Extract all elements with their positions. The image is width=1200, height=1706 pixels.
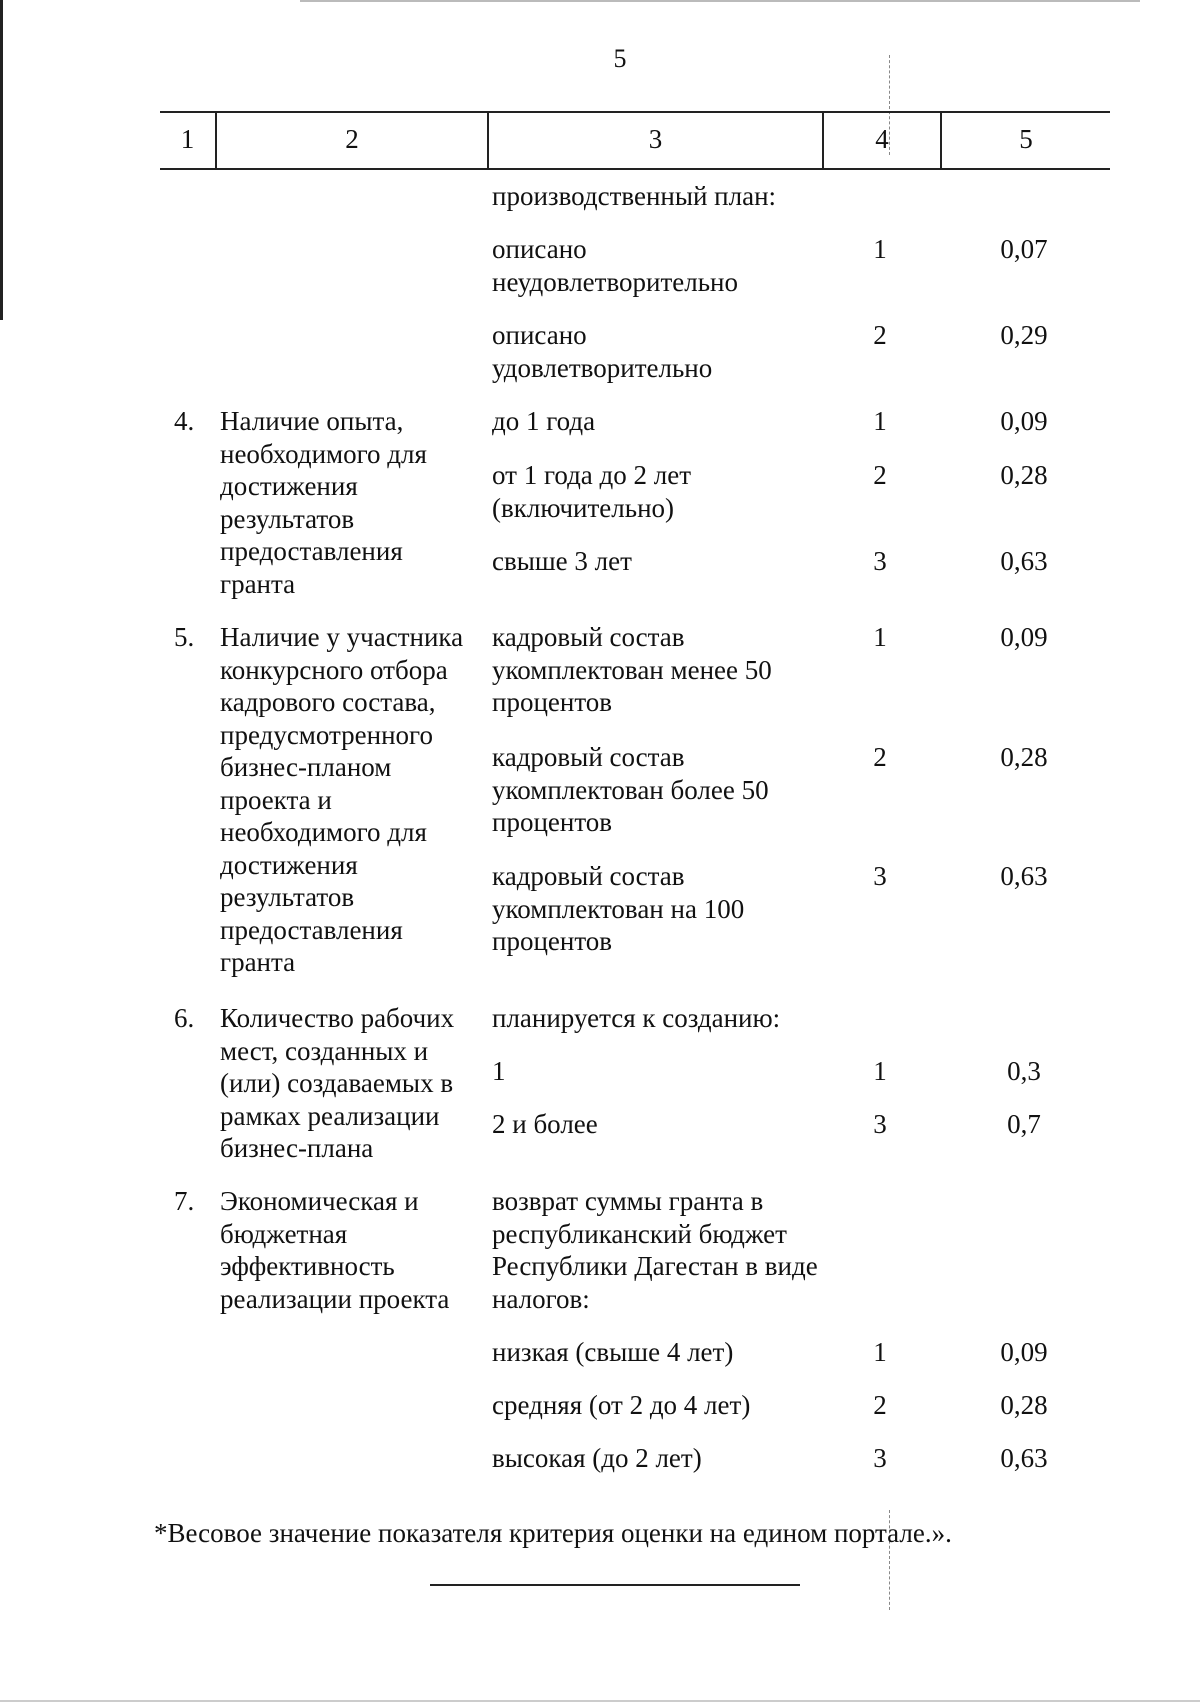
option-weight: 0,28 [1000, 460, 1048, 490]
scan-edge-bottom [0, 1700, 1200, 1702]
page-number: 5 [613, 44, 627, 73]
option-text: кадровый состав укомплектован менее 50 процентов [492, 622, 772, 717]
row-number: 6. [174, 1003, 195, 1033]
table-header-col-4: 4 [875, 124, 889, 154]
option-text: 1 [492, 1056, 506, 1086]
option-weight: 0,09 [1000, 622, 1048, 652]
table-header-col-3: 3 [648, 124, 663, 154]
table-header-col-1: 1 [180, 124, 195, 154]
option-text: описано неудовлетворительно [492, 234, 738, 297]
criterion-name: Количество рабочих мест, созданных и (или) создаваемых в рамках реализации бизнес-плана [220, 1003, 455, 1163]
footnote: *Весовое значение показателя критерия оценки на едином портале.». [154, 1518, 952, 1548]
criterion-name: Экономическая и бюджетная эффективность реализации проекта [220, 1186, 450, 1314]
option-weight: 0,63 [1000, 861, 1048, 891]
option-score: 1 [873, 234, 887, 264]
table-header-col-2: 2 [345, 124, 359, 154]
option-weight: 0,28 [1000, 1390, 1048, 1420]
option-score: 1 [873, 622, 887, 652]
table-header-top-rule [160, 111, 1110, 113]
option-weight: 0,7 [1007, 1109, 1041, 1139]
option-text: кадровый состав укомплектован более 50 процентов [492, 742, 769, 837]
criterion-intro: возврат суммы гранта в республиканский бюджет Республики Дагестан в виде налогов: [492, 1186, 818, 1314]
option-weight: 0,28 [1000, 742, 1048, 772]
scan-edge-left [0, 0, 3, 320]
option-score: 2 [873, 320, 887, 350]
option-score: 1 [873, 1056, 887, 1086]
option-weight: 0,09 [1000, 1337, 1048, 1367]
option-text: низкая (свыше 4 лет) [492, 1337, 734, 1367]
row-number: 5. [174, 622, 195, 652]
row-number: 4. [174, 406, 195, 436]
option-weight: 0,29 [1000, 320, 1048, 350]
row-number: 7. [174, 1186, 195, 1216]
option-score: 3 [873, 546, 887, 576]
option-weight: 0,63 [1000, 1443, 1048, 1473]
option-score: 3 [873, 861, 887, 891]
option-text: описано удовлетворительно [492, 320, 713, 383]
option-text: до 1 года [492, 406, 596, 436]
option-score: 3 [873, 1109, 887, 1139]
table-header-col-5: 5 [1019, 124, 1033, 154]
criterion-name: Наличие опыта, необходимого для достижения результатов предоставления гранта [220, 406, 427, 599]
criterion-intro: производственный план: [492, 181, 777, 211]
option-score: 2 [873, 460, 887, 490]
option-score: 1 [873, 1337, 887, 1367]
criterion-intro: планируется к созданию: [492, 1003, 781, 1033]
scan-edge-top [300, 0, 1140, 2]
option-weight: 0,3 [1007, 1056, 1041, 1086]
option-text: 2 и более [492, 1109, 598, 1139]
table-header-bottom-rule [160, 168, 1110, 170]
option-score: 3 [873, 1443, 887, 1473]
option-text: свыше 3 лет [492, 546, 632, 576]
end-of-document-rule [430, 1584, 800, 1586]
option-score: 1 [873, 406, 887, 436]
option-text: от 1 года до 2 лет (включительно) [492, 460, 692, 523]
option-text: высокая (до 2 лет) [492, 1443, 702, 1473]
option-text: средняя (от 2 до 4 лет) [492, 1390, 751, 1420]
option-weight: 0,09 [1000, 406, 1048, 436]
option-weight: 0,63 [1000, 546, 1048, 576]
criterion-name: Наличие у участника конкурсного отбора кадрового состава, предусмотренного бизнес-планом проекта и необходимого для достижения результатов предоставления гранта [220, 622, 464, 977]
option-score: 2 [873, 742, 887, 772]
option-text: кадровый состав укомплектован на 100 процентов [492, 861, 745, 956]
option-score: 2 [873, 1390, 887, 1420]
option-weight: 0,07 [1000, 234, 1048, 264]
